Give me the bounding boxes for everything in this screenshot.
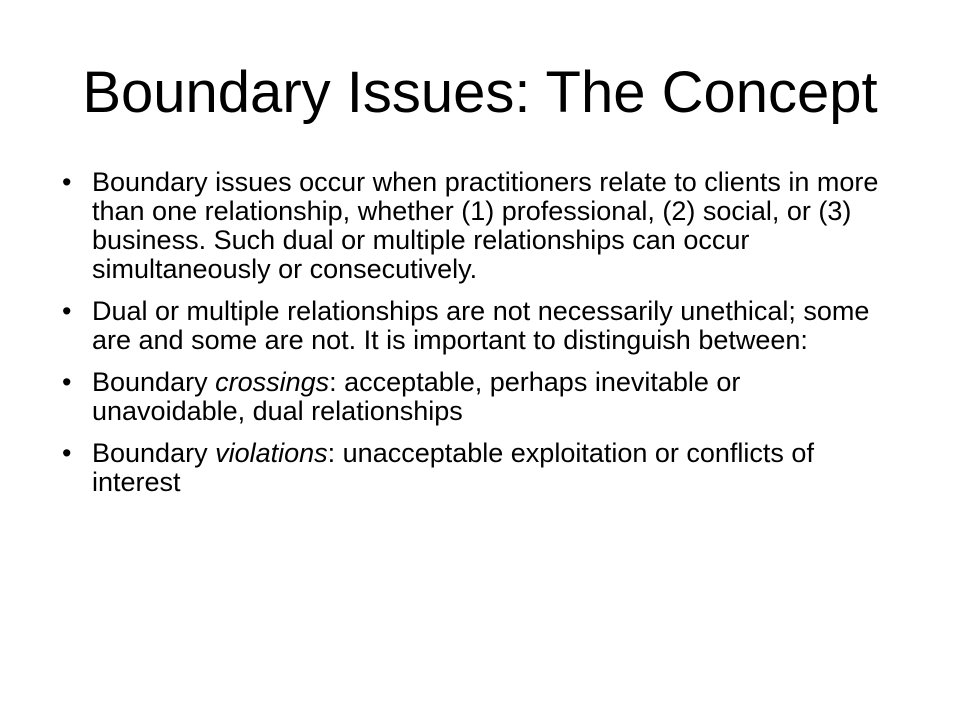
bullet-marker: • <box>62 167 72 197</box>
bullet-marker: • <box>62 296 72 326</box>
bullet-text: Boundary issues occur when practitioners relate to clients in more than one relationship, whether (1) professional, (2) social, or (3) business. Such dual or multiple relationships can occur simultaneously or consecutively. <box>92 167 879 284</box>
bullet-item <box>62 439 882 497</box>
bullet-item <box>62 297 882 355</box>
bullet-lead: Boundary <box>92 438 216 468</box>
bullet-emphasis: crossings <box>215 367 330 397</box>
bullet-item <box>62 168 882 284</box>
bullet-text: Dual or multiple relationships are not necessarily unethical; some are and some are not. It is important to distinguish between: <box>92 296 870 355</box>
bullet-lead: Boundary <box>92 367 216 397</box>
bullet-rest: : unacceptable exploitation or conflicts of interest <box>92 438 814 497</box>
bullet-item <box>62 368 882 426</box>
bullet-list <box>62 168 882 510</box>
slide-title: Boundary Issues: The Concept <box>82 60 878 125</box>
bullet-emphasis: violations <box>215 438 328 468</box>
bullet-marker: • <box>62 367 72 397</box>
bullet-rest: : acceptable, perhaps inevitable or unavoidable, dual relationships <box>92 367 741 426</box>
bullet-marker: • <box>62 438 72 468</box>
